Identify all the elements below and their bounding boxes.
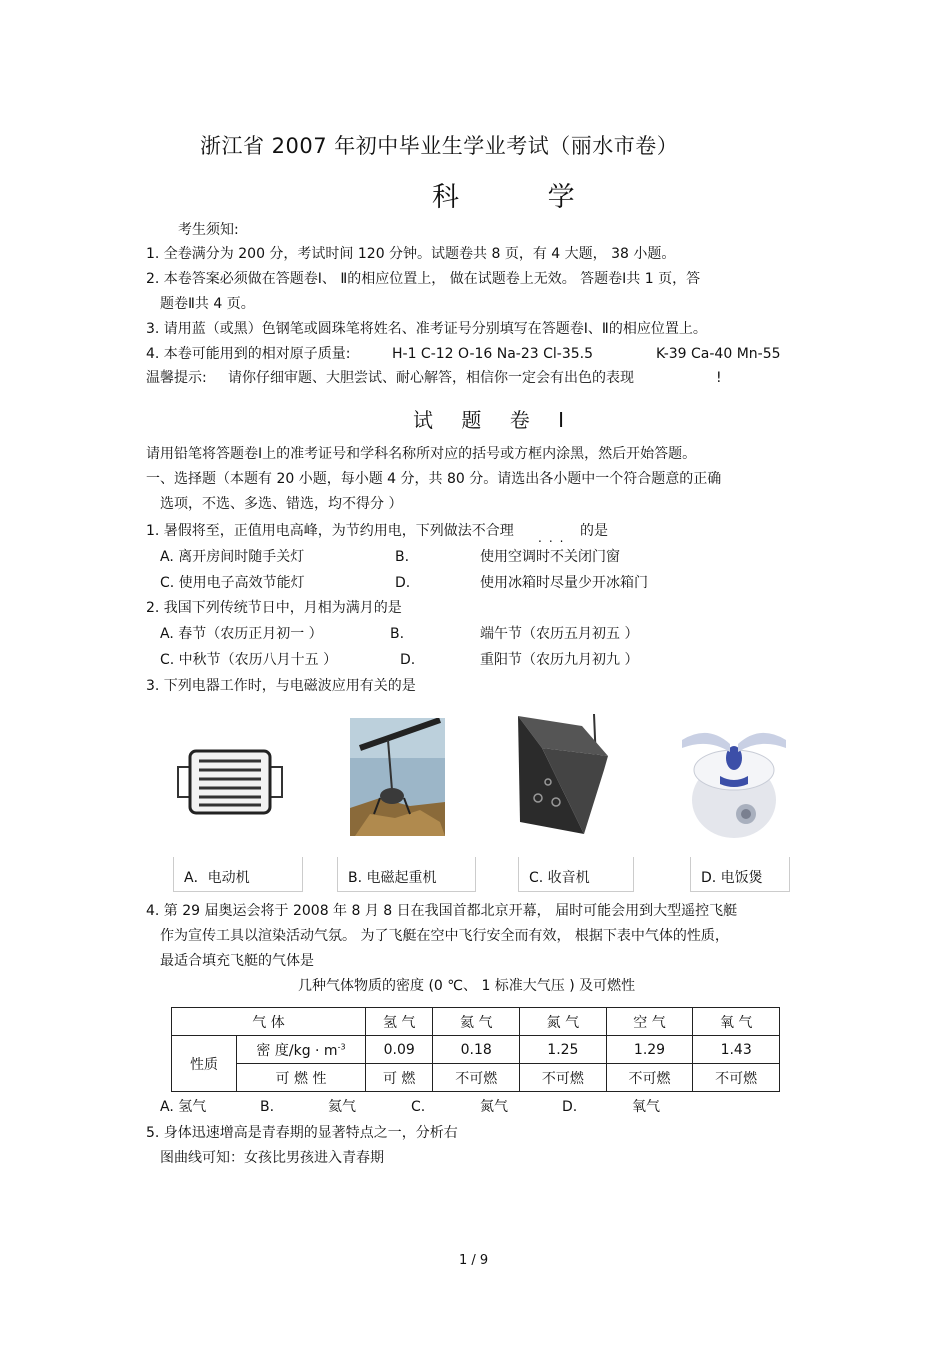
gas-properties-table bbox=[171, 1007, 780, 1092]
q3-option-a-box bbox=[173, 857, 303, 892]
emphasis-dots: ... bbox=[538, 531, 571, 545]
q3-option-d-box bbox=[690, 857, 790, 892]
flammability-cell: 不可燃 bbox=[606, 1064, 693, 1092]
q4-option-d-label: D. bbox=[562, 1099, 578, 1115]
part-one-heading: 一、选择题（本题有 20 小题，每小题 4 分，共 80 分。请选出各小题中一个符合题意的正确 bbox=[146, 471, 722, 487]
q3-stem: 3. 下列电器工作时，与电磁波应用有关的是 bbox=[146, 678, 416, 694]
q4-line-2: 作为宣传工具以渲染活动气氛。 为了飞艇在空中飞行安全而有效， 根据下表中气体的性质， bbox=[160, 928, 729, 944]
tip-label: 温馨提示: bbox=[146, 370, 207, 386]
atomic-masses-a: H-1 C-12 O-16 Na-23 Cl-35.5 bbox=[392, 346, 594, 362]
table-row bbox=[172, 1064, 780, 1092]
q1-option-d-label: D. bbox=[395, 575, 411, 591]
q2-option-d: 重阳节（农历九月初九 ） bbox=[480, 652, 639, 668]
q4-option-b-label: B. bbox=[260, 1099, 275, 1115]
table-row bbox=[172, 1036, 780, 1064]
q4-option-c-label: C. bbox=[411, 1099, 426, 1115]
q1-option-c: C. 使用电子高效节能灯 bbox=[160, 575, 305, 591]
electric-motor-figure bbox=[175, 745, 285, 820]
q5-line-1: 5. 身体迅速增高是青春期的显著特点之一，分析右 bbox=[146, 1125, 458, 1141]
notice-item-2-cont: 题卷Ⅱ共 4 页。 bbox=[160, 296, 255, 312]
table-caption: 几种气体物质的密度 (0 ℃、 1 标准大气压 ) 及可燃性 bbox=[298, 978, 636, 994]
q2-option-c: C. 中秋节（农历八月十五 ） bbox=[160, 652, 338, 668]
q2-option-a: A. 春节（农历正月初一 ） bbox=[160, 626, 323, 642]
notice-heading: 考生须知: bbox=[178, 222, 239, 238]
flammability-cell: 不可燃 bbox=[693, 1064, 780, 1092]
density-cell: 1.43 bbox=[693, 1036, 780, 1064]
crane-photo-figure bbox=[350, 718, 445, 836]
q3-option-d: D. 电饭煲 bbox=[701, 870, 763, 886]
density-label: 密 度/kg · m bbox=[256, 1042, 338, 1059]
flammability-cell: 不可燃 bbox=[433, 1064, 520, 1092]
q2-option-b-label: B. bbox=[390, 626, 405, 642]
q4-option-b: 氦气 bbox=[328, 1099, 356, 1115]
gas-name-cell: 氧 气 bbox=[693, 1008, 780, 1036]
tip-text: 请你仔细审题、大胆尝试、耐心解答，相信你一定会有出色的表现 bbox=[228, 370, 634, 386]
q2-option-d-label: D. bbox=[400, 652, 416, 668]
table-row bbox=[172, 1008, 780, 1036]
q3-option-c-box bbox=[518, 857, 634, 892]
q2-stem: 2. 我国下列传统节日中，月相为满月的是 bbox=[146, 600, 402, 616]
gas-name-cell: 氮 气 bbox=[520, 1008, 607, 1036]
q2-option-b: 端午节（农历五月初五 ） bbox=[480, 626, 639, 642]
gas-name-cell: 氦 气 bbox=[433, 1008, 520, 1036]
tip-end: ! bbox=[716, 370, 722, 386]
gas-header-cell: 气 体 bbox=[172, 1008, 366, 1036]
radio-figure bbox=[512, 712, 612, 837]
page-number: 1 / 9 bbox=[459, 1253, 489, 1268]
q4-option-c: 氮气 bbox=[480, 1099, 508, 1115]
q1-option-b-label: B. bbox=[395, 549, 410, 565]
exam-title: 浙江省 2007 年初中毕业生学业考试（丽水市卷） bbox=[200, 134, 679, 158]
flammability-label-cell: 可 燃 性 bbox=[237, 1064, 366, 1092]
notice-item-3: 3. 请用蓝（或黑）色钢笔或圆珠笔将姓名、准考证号分别填写在答题卷Ⅰ、Ⅱ的相应位置上。 bbox=[146, 321, 707, 337]
q4-line-1: 4. 第 29 届奥运会将于 2008 年 8 月 8 日在我国首都北京开幕， 届时可能会用到大型遥控飞艇 bbox=[146, 903, 738, 919]
notice-item-2: 2. 本卷答案必须做在答题卷Ⅰ、 Ⅱ的相应位置上， 做在试题卷上无效。 答题卷Ⅰ共 1 页，答 bbox=[146, 271, 701, 287]
density-cell: 1.29 bbox=[606, 1036, 693, 1064]
gas-name-cell: 空 气 bbox=[606, 1008, 693, 1036]
section-instruction: 请用铅笔将答题卷Ⅰ上的准考证号和学科名称所对应的括号或方框内涂黑，然后开始答题。 bbox=[146, 446, 697, 462]
density-label-cell bbox=[237, 1036, 366, 1064]
q3-option-c: C. 收音机 bbox=[529, 870, 590, 886]
property-label-cell: 性质 bbox=[172, 1036, 237, 1092]
density-cell: 0.09 bbox=[366, 1036, 433, 1064]
flammability-cell: 不可燃 bbox=[520, 1064, 607, 1092]
q4-option-d: 氧气 bbox=[632, 1099, 660, 1115]
q4-line-3: 最适合填充飞艇的气体是 bbox=[160, 953, 314, 969]
q3-option-b-box bbox=[337, 857, 476, 892]
density-cell: 0.18 bbox=[433, 1036, 520, 1064]
q4-option-a: A. 氢气 bbox=[160, 1099, 207, 1115]
q3-option-a: A．电动机 bbox=[184, 870, 250, 886]
flammability-cell: 可 燃 bbox=[366, 1064, 433, 1092]
q1-stem-end: 的是 bbox=[580, 523, 608, 539]
q3-option-b: B. 电磁起重机 bbox=[348, 870, 437, 886]
subject-title: 科 学 bbox=[432, 182, 615, 213]
notice-item-1: 1. 全卷满分为 200 分，考试时间 120 分钟。试题卷共 8 页，有 4 大题， 38 小题。 bbox=[146, 246, 676, 262]
density-cell: 1.25 bbox=[520, 1036, 607, 1064]
q1-option-a: A. 离开房间时随手关灯 bbox=[160, 549, 305, 565]
notice-item-4-label: 4. 本卷可能用到的相对原子质量: bbox=[146, 346, 351, 362]
q1-option-d: 使用冰箱时尽量少开冰箱门 bbox=[480, 575, 648, 591]
atomic-masses-b: K-39 Ca-40 Mn-55 bbox=[656, 346, 781, 362]
rice-cooker-figure bbox=[678, 718, 790, 840]
q1-stem: 1. 暑假将至，正值用电高峰，为节约用电，下列做法不合理 bbox=[146, 523, 514, 539]
density-exponent: -3 bbox=[337, 1041, 346, 1051]
q5-line-2: 图曲线可知：女孩比男孩进入青春期 bbox=[160, 1150, 384, 1166]
section-title: 试 题 卷 Ⅰ bbox=[413, 408, 575, 432]
part-one-heading-cont: 选项，不选、多选、错选，均不得分 ） bbox=[160, 496, 403, 512]
gas-name-cell: 氢 气 bbox=[366, 1008, 433, 1036]
q1-option-b: 使用空调时不关闭门窗 bbox=[480, 549, 620, 565]
